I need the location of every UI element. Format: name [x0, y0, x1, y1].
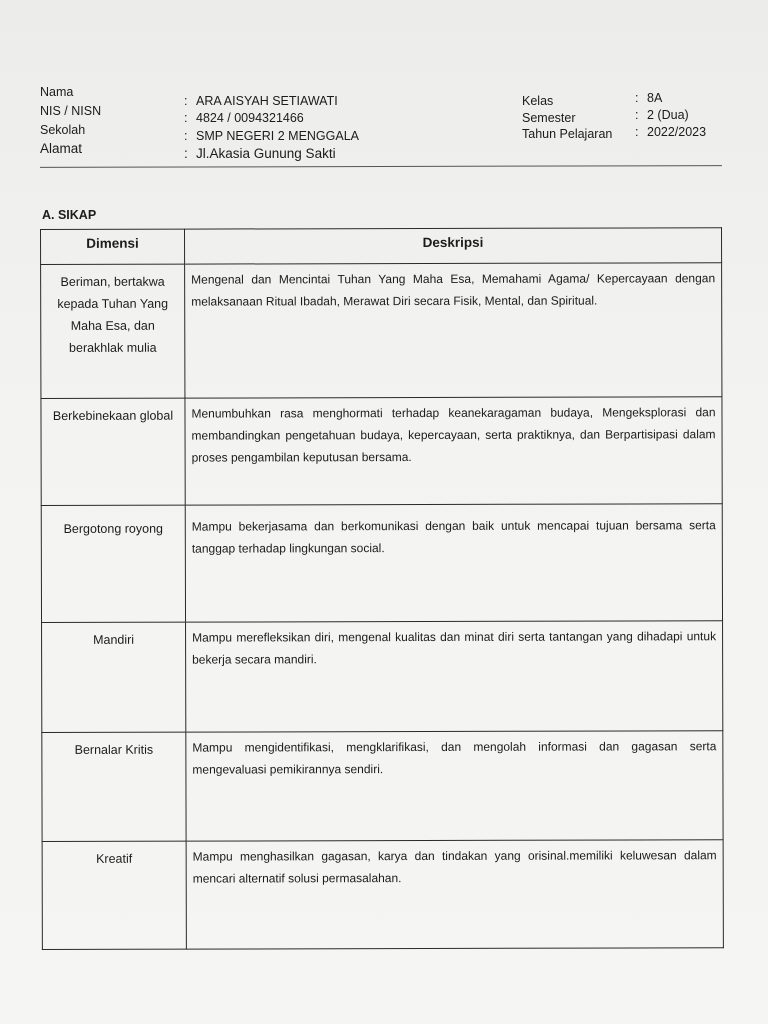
dimensi-cell: Bernalar Kritis [42, 732, 186, 841]
table-row [42, 840, 723, 950]
identity-value-nis: 4824 / 0094321466 [196, 111, 304, 125]
table-row [41, 397, 722, 506]
sikap-table [40, 227, 724, 950]
dimensi-cell: Bergotong royong [41, 505, 185, 622]
identity-value-tahun: 2022/2023 [647, 125, 707, 139]
identity-value-nama: ARA AISYAH SETIAWATI [196, 94, 338, 108]
deskripsi-cell: Mengenal dan Mencintai Tuhan Yang Maha Esa, Memahami Agama/ Kepercayaan dengan melaksanaan Ritual Ibadah, Merawat Diri secara Fisik, Mental, dan Spiritual. [185, 263, 722, 398]
identity-value-sekolah: SMP NEGERI 2 MENGGALA [196, 129, 360, 143]
colon: : [635, 108, 639, 122]
student-identity [40, 84, 730, 164]
table-row [41, 504, 722, 623]
identity-label: NIS / NISN [40, 104, 102, 118]
column-header-deskripsi: Deskripsi [185, 228, 722, 264]
table-row [42, 731, 723, 842]
colon: : [635, 125, 639, 139]
colon: : [184, 111, 188, 125]
table-header-row [41, 228, 722, 265]
column-header-dimensi: Dimensi [41, 229, 185, 264]
colon: : [184, 94, 188, 108]
identity-label: Alamat [40, 141, 83, 156]
identity-label: Sekolah [40, 123, 86, 137]
sikap-table-wrapper [40, 227, 724, 917]
dimensi-cell: Berkebinekaan global [41, 398, 185, 505]
identity-value-alamat: Jl.Akasia Gunung Sakti [196, 146, 336, 161]
identity-value-kelas: 8A [647, 91, 663, 105]
deskripsi-cell: Mampu bekerjasama dan berkomunikasi dengan baik untuk mencapai tujuan bersama serta tanggap terhadap lingkungan social. [185, 504, 722, 622]
dimensi-cell: Mandiri [42, 622, 186, 732]
identity-label: Kelas [522, 94, 554, 108]
deskripsi-cell: Mampu merefleksikan diri, mengenal kualitas dan minat diri serta tantangan yang dihadapi untuk bekerja secara mandiri. [186, 621, 723, 732]
dimensi-cell: Beriman, bertakwa kepada Tuhan Yang Maha Esa, dan berakhlak mulia [41, 264, 185, 398]
colon: : [184, 129, 188, 143]
identity-label: Semester [522, 111, 576, 125]
identity-value-semester: 2 (Dua) [647, 108, 689, 122]
identity-label: Tahun Pelajaran [522, 127, 613, 141]
table-row [42, 621, 723, 733]
section-title: A. SIKAP [42, 208, 97, 222]
colon: : [635, 91, 639, 105]
deskripsi-cell: Menumbuhkan rasa menghormati terhadap keanekaragaman budaya, Mengeksplorasi dan membandingkan pengetahuan budaya, kepercayaan, serta praktiknya, dan Berpartisipasi dalam proses pengambilan keputusan bersama. [185, 397, 722, 505]
identity-label: Nama [40, 85, 74, 99]
dimensi-cell: Kreatif [42, 841, 186, 949]
deskripsi-cell: Mampu menghasilkan gagasan, karya dan tindakan yang orisinal.memiliki keluwesan dalam mencari alternatif solusi permasalahan. [186, 840, 723, 949]
deskripsi-cell: Mampu mengidentifikasi, mengklarifikasi, dan mengolah informasi dan gagasan serta mengevaluasi pemikirannya sendiri. [186, 731, 723, 841]
colon: : [184, 146, 188, 161]
table-row [41, 263, 722, 399]
header-divider [40, 165, 722, 168]
